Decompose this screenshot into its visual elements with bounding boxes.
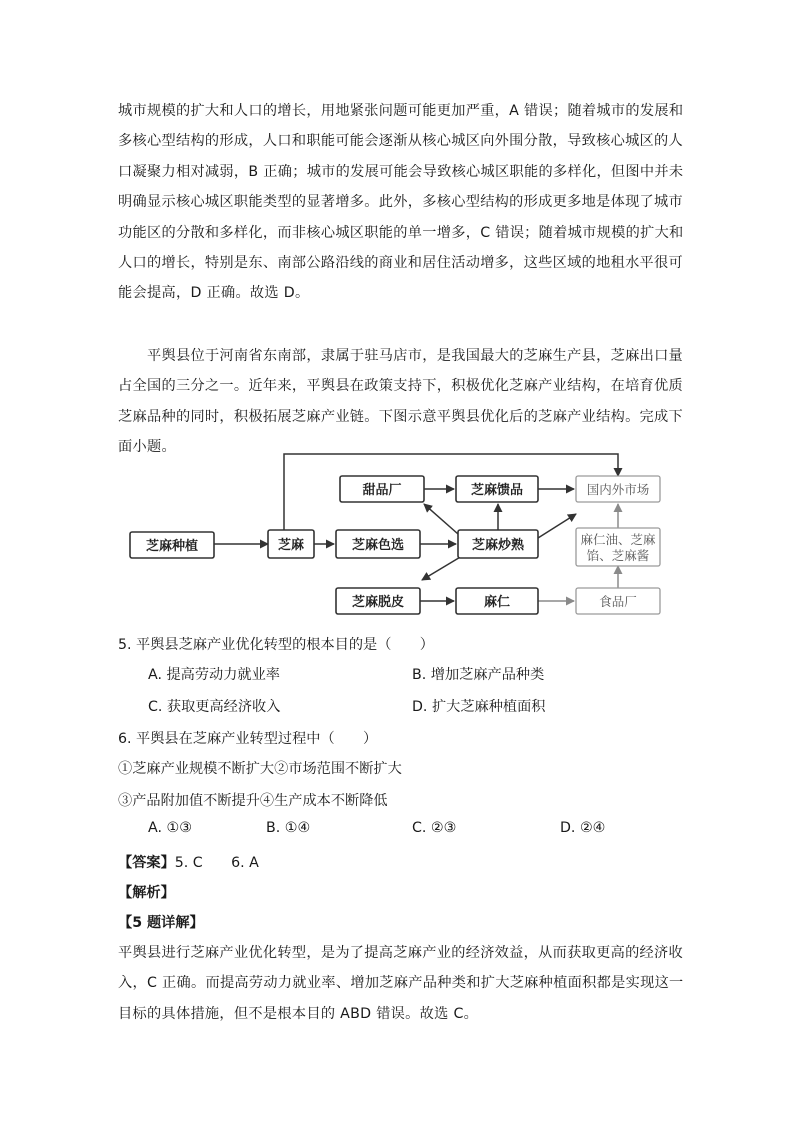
question-5-option-b: B. 增加芝麻产品种类 — [412, 667, 545, 683]
question-6-statements-2: ③产品附加值不断提升④生产成本不断降低 — [118, 793, 388, 809]
node-sorting — [336, 530, 420, 558]
node-market-label: 国内外市场 — [586, 482, 650, 497]
node-hulling — [336, 588, 420, 614]
text-line: 人口的增长，特别是东、南部公路沿线的商业和居住活动增多，这些区域的地租水平很可 — [118, 254, 684, 271]
text-line: 芝麻品种的同时，积极拓展芝麻产业链。下图示意平舆县优化后的芝麻产业结构。完成下 — [118, 408, 684, 425]
node-kernel — [456, 588, 538, 614]
text-line: 面小题。 — [118, 439, 176, 456]
question-5-option-d: D. 扩大芝麻种植面积 — [412, 699, 546, 715]
q5-detail-paragraph — [118, 938, 684, 1029]
node-food-factory-label: 食品厂 — [599, 594, 637, 609]
node-sesame — [268, 530, 314, 558]
question-6-option-c: C. ②③ — [412, 820, 457, 836]
answer-label: 【答案】 — [118, 855, 175, 871]
analysis-label: 【解析】 — [118, 885, 175, 901]
question-5-stem: 5. 平舆县芝麻产业优化转型的根本目的是（ ） — [118, 637, 434, 653]
node-market — [576, 476, 660, 502]
question-5-option-c: C. 获取更高经济收入 — [148, 699, 281, 715]
edge-roasting-dessert — [424, 504, 458, 534]
intro-paragraph — [118, 96, 684, 309]
node-products-label-2: 馅、芝麻酱 — [586, 548, 650, 563]
text-line: 城市规模的扩大和人口的增长，用地紧张问题可能更加严重，A 错误；随着城市的发展和 — [118, 103, 684, 119]
node-sesame-label: 芝麻 — [277, 538, 305, 553]
node-roasting — [458, 530, 538, 558]
node-roasting-label: 芝麻炒熟 — [471, 538, 525, 553]
text-line: 平舆县进行芝麻产业优化转型，是为了提高芝麻产业的经济效益，从而获取更高的经济收 — [118, 945, 684, 961]
node-sorting-label: 芝麻色选 — [351, 538, 405, 553]
node-planting — [130, 532, 214, 558]
context-paragraph — [118, 341, 684, 463]
text-line: 目标的具体措施，但不是根本目的 ABD 错误。故选 C。 — [118, 1005, 479, 1022]
question-6-stem: 6. 平舆县在芝麻产业转型过程中（ ） — [118, 731, 378, 747]
answer-values: 5. C 6. A — [174, 855, 259, 871]
node-dessert-label: 甜品厂 — [362, 483, 402, 498]
question-6-statements-1: ①芝麻产业规模不断扩大②市场范围不断扩大 — [118, 761, 402, 777]
question-5-option-a: A. 提高劳动力就业率 — [148, 667, 280, 683]
node-food-factory — [576, 588, 660, 614]
node-products — [576, 528, 660, 566]
text-line: 多核心型结构的形成，人口和职能可能会逐渐从核心城区向外围分散，导致核心城区的人 — [118, 133, 684, 150]
node-gift-label: 芝麻馈品 — [470, 483, 524, 498]
node-products-label-1: 麻仁油、芝麻 — [580, 532, 656, 547]
text-line: 口凝聚力相对减弱，B 正确；城市的发展可能会导致核心城区职能的多样化，但图中并未 — [118, 163, 684, 180]
text-line: 明确显示核心城区职能类型的显著增多。此外，多核心型结构的形成更多地是体现了城市 — [118, 194, 684, 211]
node-hulling-label: 芝麻脱皮 — [351, 595, 405, 610]
text-line: 能会提高，D 正确。故选 D。 — [118, 285, 310, 302]
sesame-industry-diagram — [118, 446, 678, 621]
edge-roasting-products — [538, 514, 576, 538]
edge-roasting-hulling — [422, 556, 462, 580]
question-6-option-a: A. ①③ — [148, 820, 192, 836]
q5-detail-label: 【5 题详解】 — [118, 915, 204, 931]
question-6-option-b: B. ①④ — [266, 820, 311, 836]
node-gift — [456, 476, 538, 502]
answer-line — [118, 852, 259, 872]
node-dessert — [340, 476, 424, 502]
node-planting-label: 芝麻种植 — [145, 539, 199, 554]
text-line: 占全国的三分之一。近年来，平舆县在政策支持下，积极优化芝麻产业结构，在培育优质 — [118, 378, 684, 395]
node-kernel-label: 麻仁 — [483, 595, 511, 610]
text-line: 平舆县位于河南省东南部，隶属于驻马店市，是我国最大的芝麻生产县，芝麻出口量 — [147, 348, 684, 364]
text-line: 功能区的分散和多样化，而非核心城区职能的单一增多，C 错误；随着城市规模的扩大和 — [118, 224, 684, 241]
question-6-option-d: D. ②④ — [560, 820, 606, 836]
text-line: 入，C 正确。而提高劳动力就业率、增加芝麻产品种类和扩大芝麻种植面积都是实现这一 — [118, 975, 684, 992]
